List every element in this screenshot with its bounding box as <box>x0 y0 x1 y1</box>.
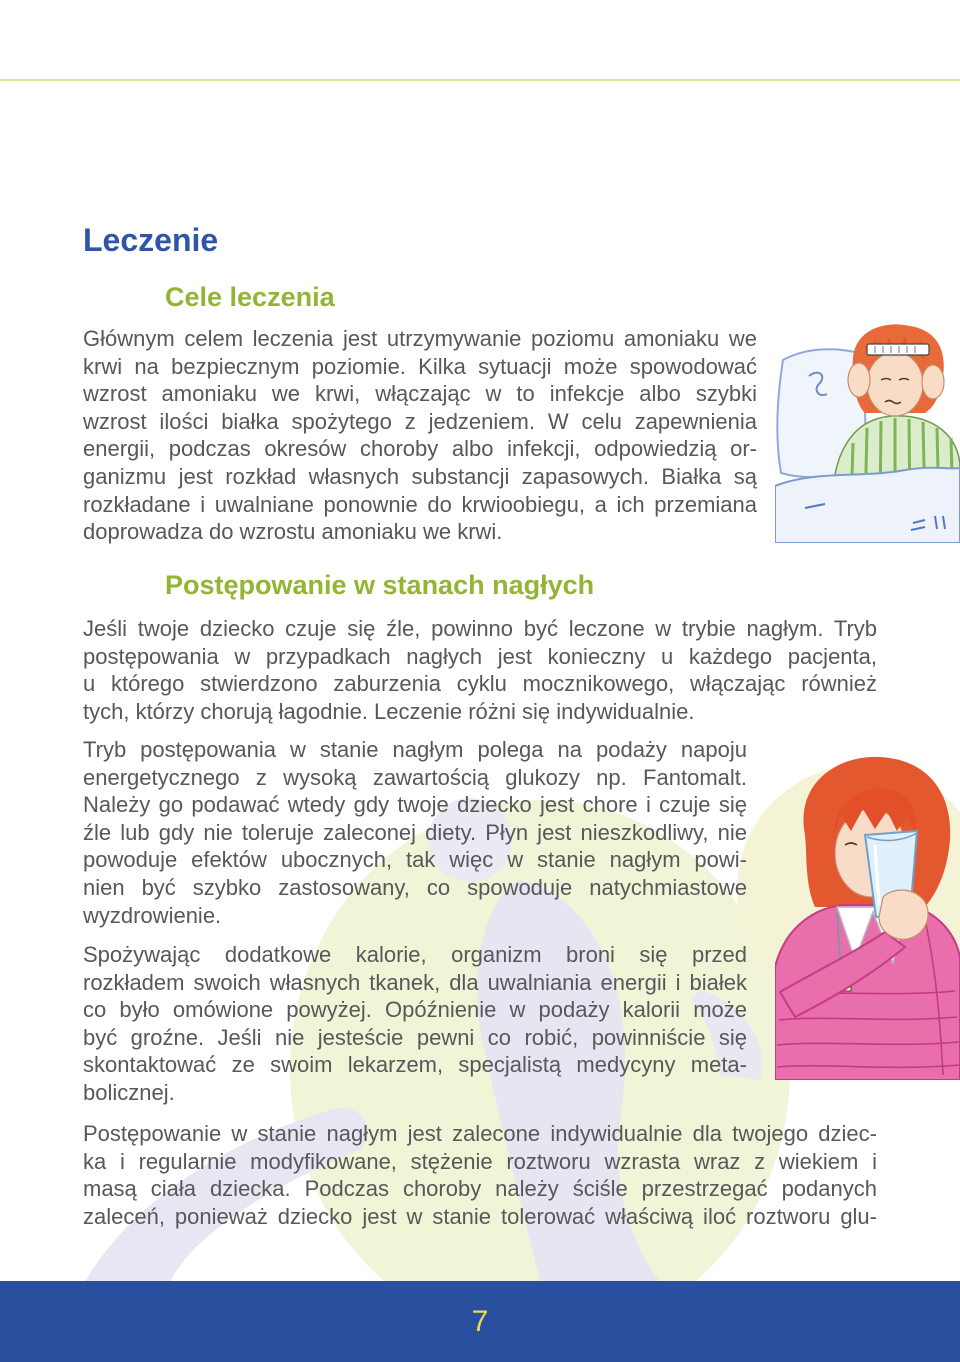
text-line: doprowadza do wzrostu amoniaku we krwi. <box>83 519 503 545</box>
text-line: energii, podczas okresów choroby albo infekcji, odpowiedzią or- <box>83 436 757 462</box>
text-line: Tryb postępowania w stanie nagłym polega na podaży napoju <box>83 737 747 762</box>
text-line: wzrost amoniaku we krwi, włączając w to infekcje albo szybki <box>83 381 757 407</box>
hand <box>879 890 928 939</box>
text-line: tych, którzy chorują łagodnie. Leczenie różni się indywidualnie. <box>83 698 695 724</box>
paragraph-emergency-procedure <box>83 736 747 929</box>
paragraph-emergency-individual <box>83 1120 877 1230</box>
right-hand <box>922 365 944 399</box>
text-line: Głównym celem leczenia jest utrzymywanie poziomu amoniaku we <box>83 326 757 351</box>
text-line: bolicznej. <box>83 1079 175 1105</box>
face <box>867 352 923 416</box>
blanket <box>775 468 960 543</box>
text-line: nien być szybko zastosowany, co spowoduje natychmiastowe <box>83 874 747 900</box>
paragraph-goals <box>83 325 757 546</box>
text-line: zaleceń, ponieważ dziecko jest w stanie tolerować właściwą iloć roztworu glu- <box>83 1203 877 1229</box>
sick-child-illustration <box>775 318 960 543</box>
text-line: powoduje efektów ubocznych, tak więc w stanie nagłym powi- <box>83 847 747 873</box>
text-line: postępowania w przypadkach nagłych jest konieczny u każdego pacjenta, <box>83 643 877 669</box>
text-line: masą ciała dziecka. Podczas choroby należy ściśle przestrzegać podanych <box>83 1176 877 1202</box>
text-line: Jeśli twoje dziecko czuje się źle, powinno być leczone w trybie nagłym. Tryb <box>83 616 877 641</box>
left-hand <box>848 363 870 397</box>
subheading-emergency: Postępowanie w stanach nagłych <box>165 570 595 600</box>
top-rule <box>0 79 960 81</box>
text-line: Spożywając dodatkowe kalorie, organizm broni się przed <box>83 942 747 967</box>
text-line: wzrost ilości białka spożytego z jedzeniem. W celu zapewnienia <box>83 408 757 434</box>
text-line: rozkładem swoich własnych tkanek, dla uwalniania energii i białek <box>83 969 747 995</box>
girl-drinking-illustration <box>775 745 960 1080</box>
text-line: Postępowanie w stanie nagłym jest zalecone indywidualnie dla twojego dziec- <box>83 1121 877 1146</box>
text-line: energetycznego z wysoką zawartością glukozy np. Fantomalt. <box>83 764 747 790</box>
footer-band <box>0 1281 960 1362</box>
text-line: rozkładane i uwalniane ponownie do krwioobiegu, a ich przemiana <box>83 491 757 517</box>
page-title: Leczenie <box>83 222 219 258</box>
text-line: u którego stwierdzono zaburzenia cyklu mocznikowego, włączając również <box>83 671 877 697</box>
text-line: wyzdrowienie. <box>83 902 222 928</box>
text-line: co było omówione powyżej. Opóźnienie w podaży kalorii może <box>83 997 747 1023</box>
text-line: ganizmu jest rozkład własnych substancji zapasowych. Białka są <box>83 463 757 489</box>
thermometer-headband <box>867 344 929 355</box>
text-line: być groźne. Jeśli nie jesteście pewni co robić, powinniście się <box>83 1024 747 1050</box>
paragraph-emergency-calories <box>83 941 747 1107</box>
paragraph-emergency-intro <box>83 615 877 725</box>
text-line: Należy go podawać wtedy gdy twoje dziecko jest chore i czuje się <box>83 792 747 818</box>
subheading-goals: Cele leczenia <box>165 282 335 312</box>
page-number: 7 <box>471 1305 489 1338</box>
text-line: skontaktować ze swoim lekarzem, specjalistą medycyny meta- <box>83 1052 747 1078</box>
text-line: źle lub gdy nie toleruje zaleconej diety. Płyn jest nieszkodliwy, nie <box>83 819 747 845</box>
text-line: ka i regularnie modyfikowane, stężenie roztworu wzrasta wraz z wiekiem i <box>83 1148 877 1174</box>
text-line: krwi na bezpiecznym poziomie. Kilka sytuacji może spowodować <box>83 353 757 379</box>
